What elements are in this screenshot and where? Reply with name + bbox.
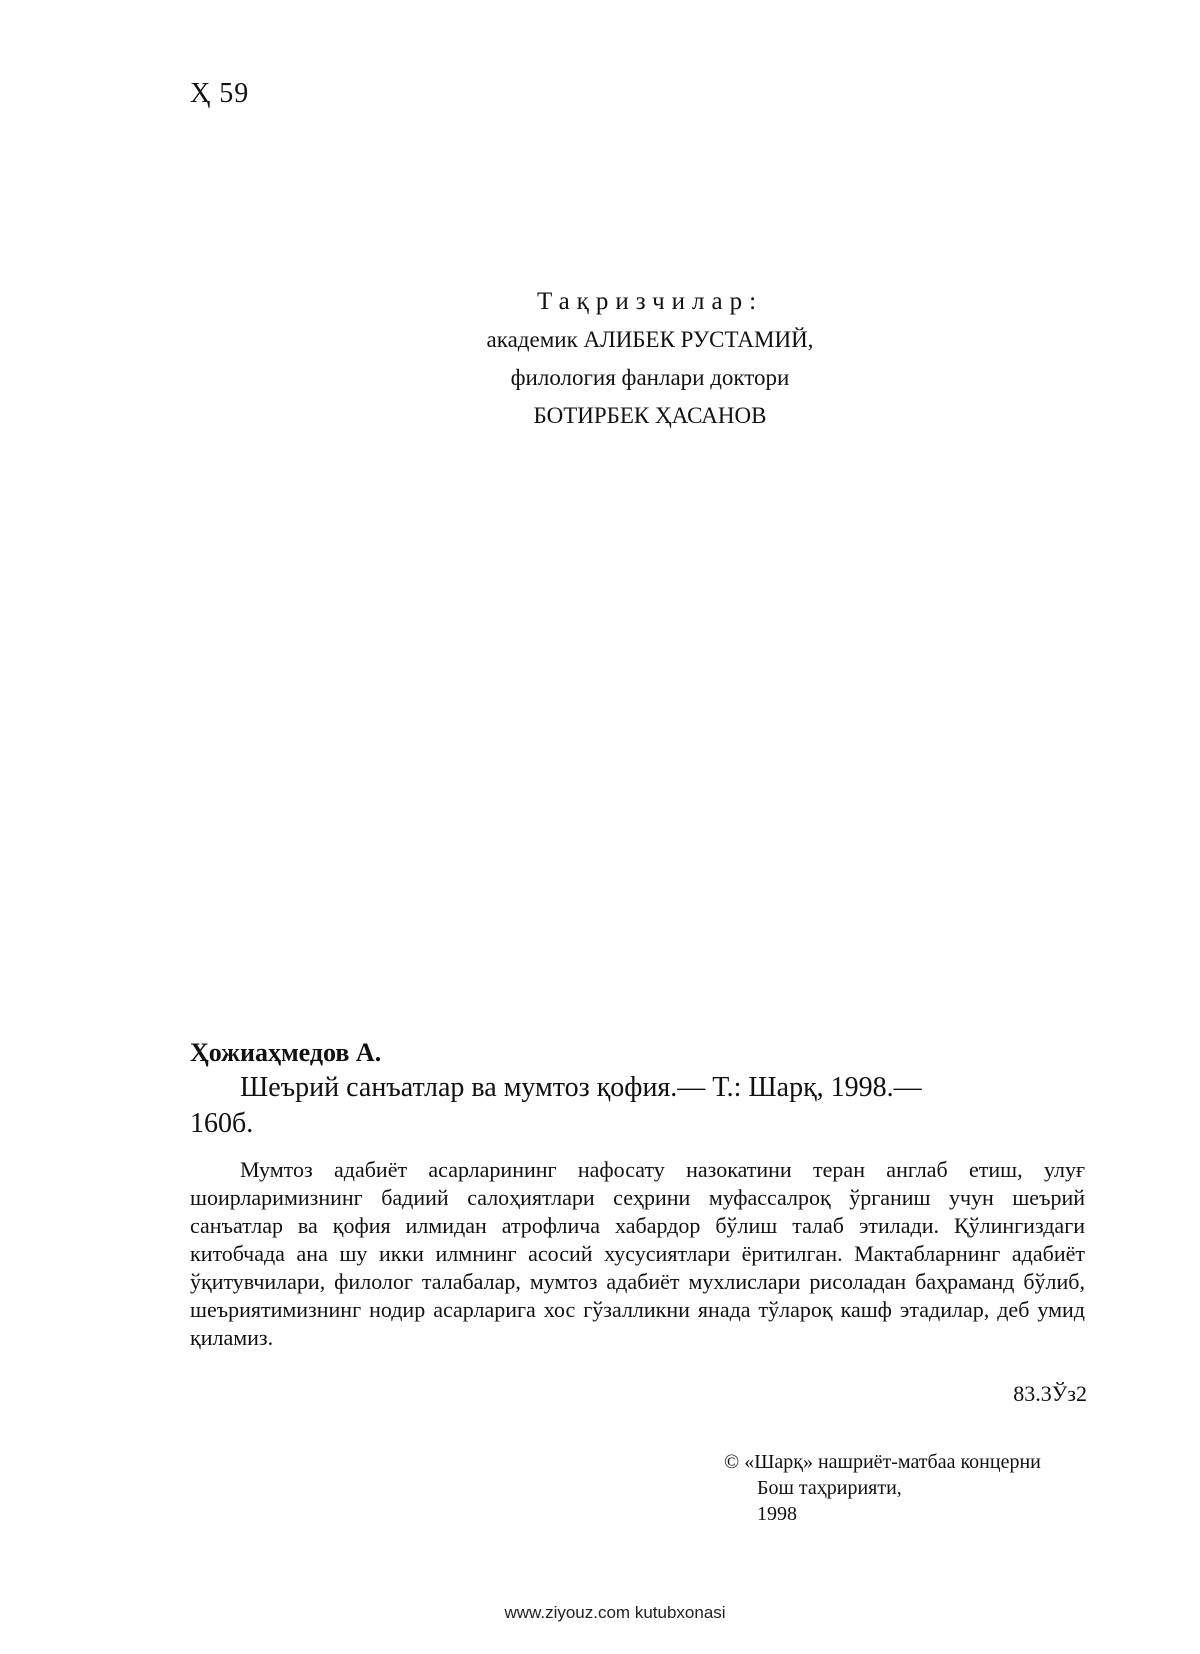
reviewer-1-title-name: академик АЛИБЕК РУСТАМИЙ, (486, 327, 814, 352)
bibliographic-entry (190, 1070, 1085, 1142)
copyright-publisher: © «Шарқ» нашриёт-матбаа концерни (724, 1451, 1041, 1473)
udc-code: 83.3Ўз2 (1013, 1381, 1087, 1406)
bibliographic-pages: 160б. (190, 1108, 254, 1139)
reviewers-block (0, 283, 1200, 435)
reviewer-2-name: БОТИРБЕК ҲАСАНОВ (533, 403, 767, 428)
footer-source-link: www.ziyouz.com kutubxonasi (504, 1603, 726, 1622)
bibliographic-title-line: Шеърий санъатлар ва мумтоз қофия.— Т.: Шарқ, 1998.— (240, 1072, 922, 1103)
author-name: Ҳожиаҳмедов А. (190, 1038, 382, 1067)
reviewers-heading: Тақризчилар: (536, 288, 764, 315)
copyright-year: 1998 (757, 1503, 797, 1525)
abstract-paragraph: Мумтоз адабиёт асарларининг нафосату назокатини теран англаб етиш, улуғ шоирларимизнинг бадиий салоҳиятлари сеҳрини муфассалроқ ўрганиш учун шеърий санъатлар ва қофия илмидан атрофлича хабардор бўлиш талаб этилади. Қўлингиздаги китобчада ана шу икки илмнинг асосий хусусиятлари ёритилган. Мактабларнинг адабиёт ўқитувчилари, филолог талабалар, мумтоз адабиёт мухлислари рисоладан баҳраманд бўлиб, шеъриятимизнинг нодир асарларига хос гўзалликни янада тўлароқ кашф этадилар, деб умид қиламиз. (190, 1157, 1085, 1350)
reviewer-2-title: филология фанлари доктори (510, 365, 790, 390)
copyright-editorial: Бош таҳририяти, (757, 1477, 902, 1499)
copyright-block (724, 1449, 1041, 1527)
classification-code: Ҳ 59 (190, 78, 250, 109)
